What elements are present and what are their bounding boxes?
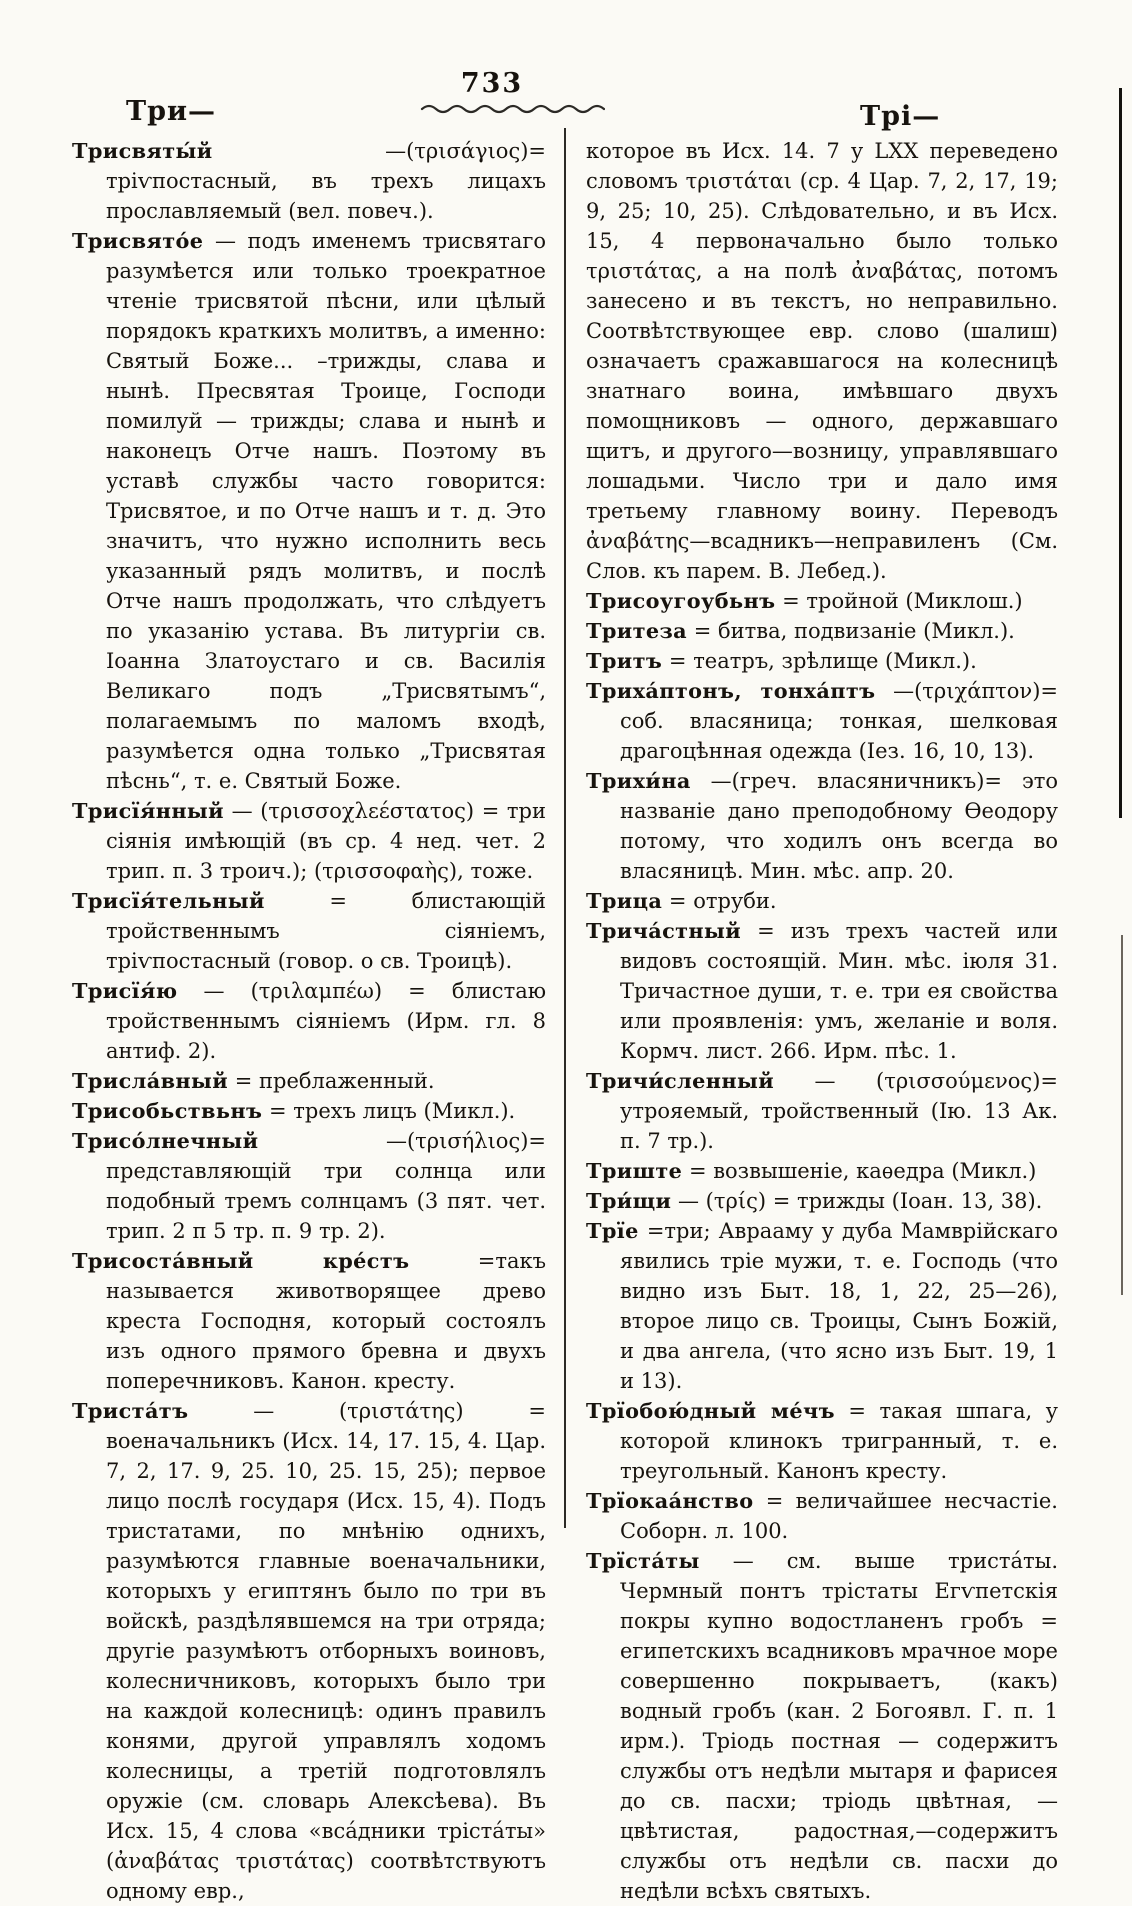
- dictionary-entry: [586, 1066, 1058, 1156]
- entry-body: = изъ трехъ частей или видовъ состоящій. Мин. мѣс. іюля 31. Тричастное души, т. е. три ея свойства или проявленія: умъ, желаніе и воля. Кормч. лист. 266. Ирм. пѣс. 1.: [620, 919, 1058, 1063]
- entry-body: = театръ, зрѣлище (Микл.).: [668, 649, 977, 673]
- scan-edge-artifact-faint: [1121, 935, 1123, 1295]
- headword: Триште: [586, 1158, 683, 1183]
- entry-body: = трехъ лицъ (Микл.).: [269, 1099, 516, 1123]
- entry-body: = возвышеніе, каѳедра (Микл.): [688, 1159, 1037, 1183]
- entry-body: = преблаженный.: [234, 1069, 435, 1093]
- headword: Триста́тъ: [72, 1398, 189, 1423]
- entry-body: = величайшее несчастіе. Соборн. л. 100.: [620, 1489, 1058, 1543]
- wavy-rule: [420, 102, 605, 114]
- headword: Трїе: [586, 1218, 639, 1243]
- running-head-right: Трі—: [860, 101, 941, 132]
- headword: Трихи́на: [586, 768, 691, 793]
- dictionary-entry: [586, 916, 1058, 1066]
- right-column: [586, 136, 1058, 1906]
- dictionary-entry: [72, 796, 546, 886]
- headword: Трїокаа́нство: [586, 1488, 754, 1513]
- dictionary-entry: [72, 1096, 546, 1126]
- entry-body: —(τρισήλιος)= представляющій три солнца или подобный тремъ солнцамъ (3 пят. чет. трип. 2 п 5 тр. п. 9 тр. 2).: [106, 1129, 546, 1243]
- headword: Трисвято́е: [72, 228, 204, 253]
- dictionary-entry: [586, 1486, 1058, 1546]
- entry-body: — подъ именемъ трисвятаго разумѣется или только троекратное чтеніе трисвятой пѣсни, или цѣлый порядокъ краткихъ молитвъ, а именно: Святый Боже... –трижды, слава и нынѣ. Пресвятая Троице, Господи помилуй — трижды; слава и нынѣ и наконецъ Отче нашъ. Поэтому въ уставѣ службы часто говорится: Трисвятое, и по Отче нашъ и т. д. Это значитъ, что нужно исполнить весь указанный рядъ молитвъ, и послѣ Отче нашъ продолжать, что слѣдуетъ по указанію устава. Въ литургіи св. Іоанна Златоустаго и св. Василія Великаго подъ „Трисвятымъ“, полагаемымъ по маломъ входѣ, разумѣется одна только „Трисвятая пѣснь“, т. е. Святый Боже.: [106, 229, 546, 793]
- dictionary-entry: [586, 1546, 1058, 1906]
- headword: Трица: [586, 888, 663, 913]
- page-number: 733: [460, 68, 524, 99]
- headword: Тритеза: [586, 618, 688, 643]
- entry-body: которое въ Исх. 14. 7 у LXX переведено словомъ τριστάται (ср. 4 Цар. 7, 2, 17, 19; 9, 25; 10, 25). Слѣдовательно, и въ Исх. 15, 4 первоначально было только τριστάτας, а на полѣ ἀναβάτας, потомъ занесено и въ текстъ, но неправильно. Соотвѣтствующее евр. слово (шалиш) означаетъ сражавшагося на колесницѣ знатнаго воина, имѣвшаго двухъ помощниковъ — одного, державшаго щитъ, и другого—возницу, управлявшаго лошадьми. Число три и дало имя третьему главному воину. Переводъ ἀναβάτης—всадникъ—неправиленъ (См. Слов. къ парем. В. Лебед.).: [586, 139, 1058, 583]
- headword: Трисо́лнечный: [72, 1128, 259, 1153]
- left-column: [72, 136, 546, 1906]
- entry-body: —(τριχάπτον)= соб. власяница; тонкая, шелковая драгоцѣнная одежда (Іез. 16, 10, 13).: [620, 679, 1058, 763]
- headword: Трисоста́вный кре́стъ: [72, 1248, 410, 1273]
- dictionary-entry: [586, 1216, 1058, 1396]
- running-head-left: Три—: [126, 96, 216, 127]
- headword: Трисобьствьнъ: [72, 1098, 263, 1123]
- entry-body: = такая шпага, у которой клинокъ тригранный, т. е. треугольный. Канонъ кресту.: [620, 1399, 1058, 1483]
- dictionary-entry: [586, 616, 1058, 646]
- scan-edge-artifact: [1119, 88, 1122, 818]
- dictionary-entry: [72, 1066, 546, 1096]
- entry-body: — (τρίς) = трижды (Іоан. 13, 38).: [678, 1189, 1043, 1213]
- headword: Трисоугоубьнъ: [586, 588, 776, 613]
- entry-body: = тройной (Миклош.): [782, 589, 1023, 613]
- dictionary-entry: [586, 1186, 1058, 1216]
- dictionary-entry: [586, 1156, 1058, 1186]
- dictionary-entry: [586, 1396, 1058, 1486]
- headword: Трича́стный: [586, 918, 742, 943]
- dictionary-entry: [586, 766, 1058, 886]
- headword: Тритъ: [586, 648, 663, 673]
- headword: Трисїя́нный: [72, 798, 224, 823]
- entry-body: —(τρισάγιος)= тріѵпостасный, въ трехъ лицахъ прославляемый (вел. повеч.).: [106, 139, 546, 223]
- entry-body: — (τριστάτης) = военачальникъ (Исх. 14, 17. 15, 4. Цар. 7, 2, 17. 9, 25. 10, 25. 15, 25); первое лицо послѣ государя (Исх. 15, 4). Подъ тристатами, по мнѣнію однихъ, разумѣются главные военачальники, которыхъ у египтянъ было по три въ войскѣ, раздѣлявшемся на три отряда; другіе разумѣютъ отборныхъ воиновъ, колесничниковъ, которыхъ было три на каждой колесницѣ: одинъ правилъ конями, другой управлялъ ходомъ колесницы, а третій подготовлялъ оружіе (см. словарь Алексѣева). Въ Исх. 15, 4 слова «вса́дники тріста́ты» (ἀναβάτας τριστάτας) соотвѣтствуютъ одному евр.,: [106, 1399, 546, 1903]
- dictionary-entry: [72, 226, 546, 796]
- dictionary-entry: [586, 586, 1058, 616]
- headword: Трисвяты́й: [72, 138, 213, 163]
- headword: Трїста́ты: [586, 1548, 700, 1573]
- headword: Тричи́сленный: [586, 1068, 775, 1093]
- entry-body: =три; Аврааму у дуба Мамврійскаго явились тріе мужи, т. е. Господь (что видно изъ Быт. 18, 1, 22, 25—26), второе лицо св. Троицы, Сынъ Божій, и два ангела, (что ясно изъ Быт. 19, 1 и 13).: [620, 1219, 1058, 1393]
- dictionary-entry: [72, 1246, 546, 1396]
- entry-body: = отруби.: [668, 889, 777, 913]
- dictionary-entry: [72, 1126, 546, 1246]
- dictionary-entry: [72, 976, 546, 1066]
- dictionary-entry: [586, 886, 1058, 916]
- entry-body: — (τριλαμπέω) = блистаю тройственнымъ сіяніемъ (Ирм. гл. 8 антиф. 2).: [106, 979, 546, 1063]
- entry-body: = блистающій тройственнымъ сіяніемъ, тріѵпостасный (говор. о св. Троицѣ).: [106, 889, 546, 973]
- entry-body: — см. выше триста́ты. Чермный понтъ трістаты Егѵпетскія покры купно водостланенъ гробъ = египетскихъ всадниковъ мрачное море совершенно покрываетъ, (какъ) водный гробъ (кан. 2 Богоявл. Г. п. 1 ирм.). Тріодь постная — содержитъ службы отъ недѣли мытаря и фарисея до св. пасхи; тріодь цвѣтная, — цвѣтистая, радостная,—содержитъ службы отъ недѣли св. пасхи до недѣли всѣхъ святыхъ.: [620, 1549, 1058, 1903]
- entry-body: —(греч. власяничникъ)= это названіе дано преподобному Ѳеодору потому, что ходилъ онъ всегда во власяницѣ. Мин. мѣс. апр. 20.: [620, 769, 1058, 883]
- dictionary-entry: [72, 1396, 546, 1906]
- headword: Трисїя́тельный: [72, 888, 265, 913]
- column-divider: [564, 128, 566, 1528]
- headword: Трисїя́ю: [72, 978, 178, 1003]
- dictionary-entry: [586, 646, 1058, 676]
- entry-body: =такъ называется животворящее древо креста Господня, который состоялъ изъ одного прямого бревна и двухъ поперечниковъ. Канон. кресту.: [106, 1249, 546, 1393]
- headword: Трисла́вный: [72, 1068, 229, 1093]
- entry-body: — (τρισσοχλεέστατος) = три сіянія имѣющій (въ ср. 4 нед. чет. 2 трип. п. 3 троич.); (τρισσοφαὴς), тоже.: [106, 799, 546, 883]
- dictionary-entry: [586, 676, 1058, 766]
- headword: Трїобою́дный ме́чъ: [586, 1398, 835, 1423]
- entry-body: = битва, подвизаніе (Микл.).: [693, 619, 1015, 643]
- headword: Триха́птонъ, тонха́птъ: [586, 678, 876, 703]
- dictionary-entry: [72, 886, 546, 976]
- dictionary-entry: [586, 136, 1058, 586]
- dictionary-entry: [72, 136, 546, 226]
- headword: Три́щи: [586, 1188, 672, 1213]
- entry-body: — (τρισσούμενος)= утрояемый, тройственный (Ію. 13 Ак. п. 7 тр.).: [620, 1069, 1058, 1153]
